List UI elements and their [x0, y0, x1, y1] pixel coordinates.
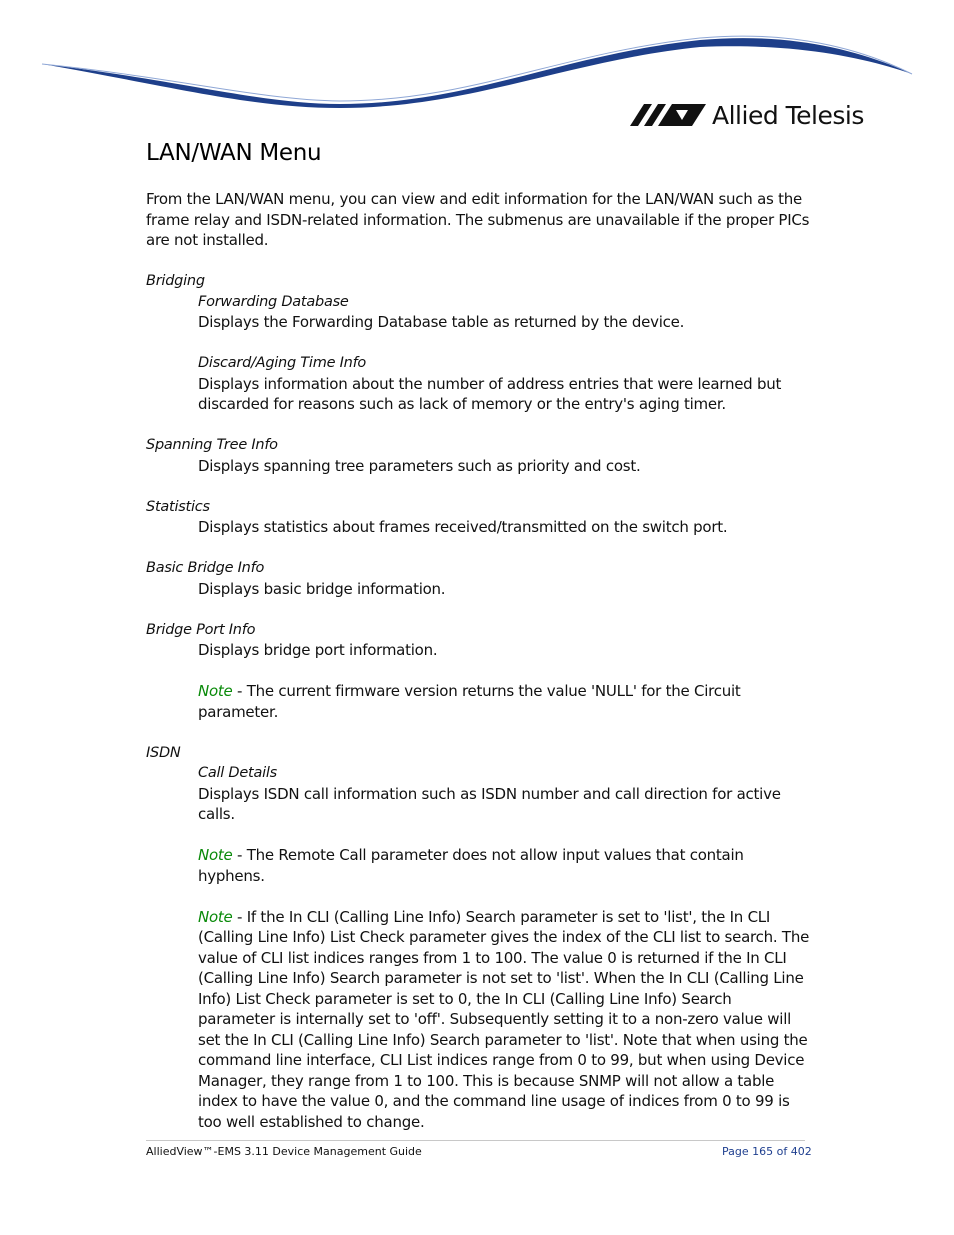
spanning-tree-text: Displays spanning tree parameters such as priority and cost. [198, 456, 641, 475]
allied-telesis-logo [630, 100, 864, 130]
page-title: LAN/WAN Menu [146, 140, 322, 166]
footer-doc-title: AlliedView™-EMS 3.11 Device Management Guide [146, 1145, 422, 1158]
bridge-port-note [198, 681, 811, 722]
section-isdn-title: ISDN [146, 744, 181, 761]
isdn-note-1 [198, 845, 811, 886]
isdn-note-2 [198, 907, 811, 1133]
section-statistics-title: Statistics [146, 498, 210, 515]
note-label: Note [198, 682, 233, 700]
discard-aging-text: Displays information about the number of address entries that were learned but discarded for reasons such as lack of memory or the entry's aging timer. [198, 374, 782, 413]
note-text: - The current firmware version returns the value 'NULL' for the Circuit parameter. [198, 682, 741, 721]
section-spanning-tree-title: Spanning Tree Info [146, 437, 278, 453]
note-label: Note [198, 846, 233, 864]
subsection-call-details-title: Call Details [198, 765, 277, 781]
basic-bridge-text: Displays basic bridge information. [198, 579, 446, 598]
call-details-text: Displays ISDN call information such as ISDN number and call direction for active calls. [198, 784, 781, 823]
subsection-discard-aging-title: Discard/Aging Time Info [198, 355, 367, 371]
allied-telesis-mark-icon [630, 104, 706, 126]
intro-paragraph: From the LAN/WAN menu, you can view and edit information for the LAN/WAN such as the frame relay and ISDN-related information. The submenus are unavailable if the proper PICs are not installed. [146, 190, 810, 249]
forwarding-db-text: Displays the Forwarding Database table as returned by the device. [198, 313, 685, 331]
subsection-forwarding-db-title: Forwarding Database [198, 293, 349, 310]
document-body [146, 189, 811, 1132]
section-basic-bridge-title: Basic Bridge Info [146, 560, 265, 576]
brand-name: Allied Telesis [712, 100, 864, 130]
note-text: - If the In CLI (Calling Line Info) Search parameter is set to 'list', the In CLI (Calling Line Info) List Check parameter gives the index of the CLI list to search. The value of CLI list indices ranges from 1 to 100. The value 0 is returned if the In CLI (Calling Line Info) Search parameter is not set to 'list'. When the In CLI (Calling Line Info) List Check parameter is set to 0, the In CLI (Calling Line Info) Search parameter is internally set to 'off'. Subsequently setting it to a non-zero value will set the In CLI (Calling Line Info) Search parameter to 'list'. Note that when using the command line interface, CLI List indices range from 0 to 99, but when using Device Manager, they range from 1 to 100. This is because SNMP will not allow a table index to have the value 0, and the command line usage of indices from 0 to 99 is too well established to change. [198, 907, 810, 1131]
note-text: - The Remote Call parameter does not allow input values that contain hyphens. [198, 846, 744, 885]
statistics-text: Displays statistics about frames received/transmitted on the switch port. [198, 518, 728, 536]
note-label: Note [198, 907, 233, 926]
footer-divider [146, 1140, 805, 1141]
section-bridging-title: Bridging [146, 273, 205, 289]
footer-page-number: Page 165 of 402 [722, 1145, 812, 1158]
bridge-port-text: Displays bridge port information. [198, 641, 438, 659]
section-bridge-port-title: Bridge Port Info [146, 621, 256, 638]
